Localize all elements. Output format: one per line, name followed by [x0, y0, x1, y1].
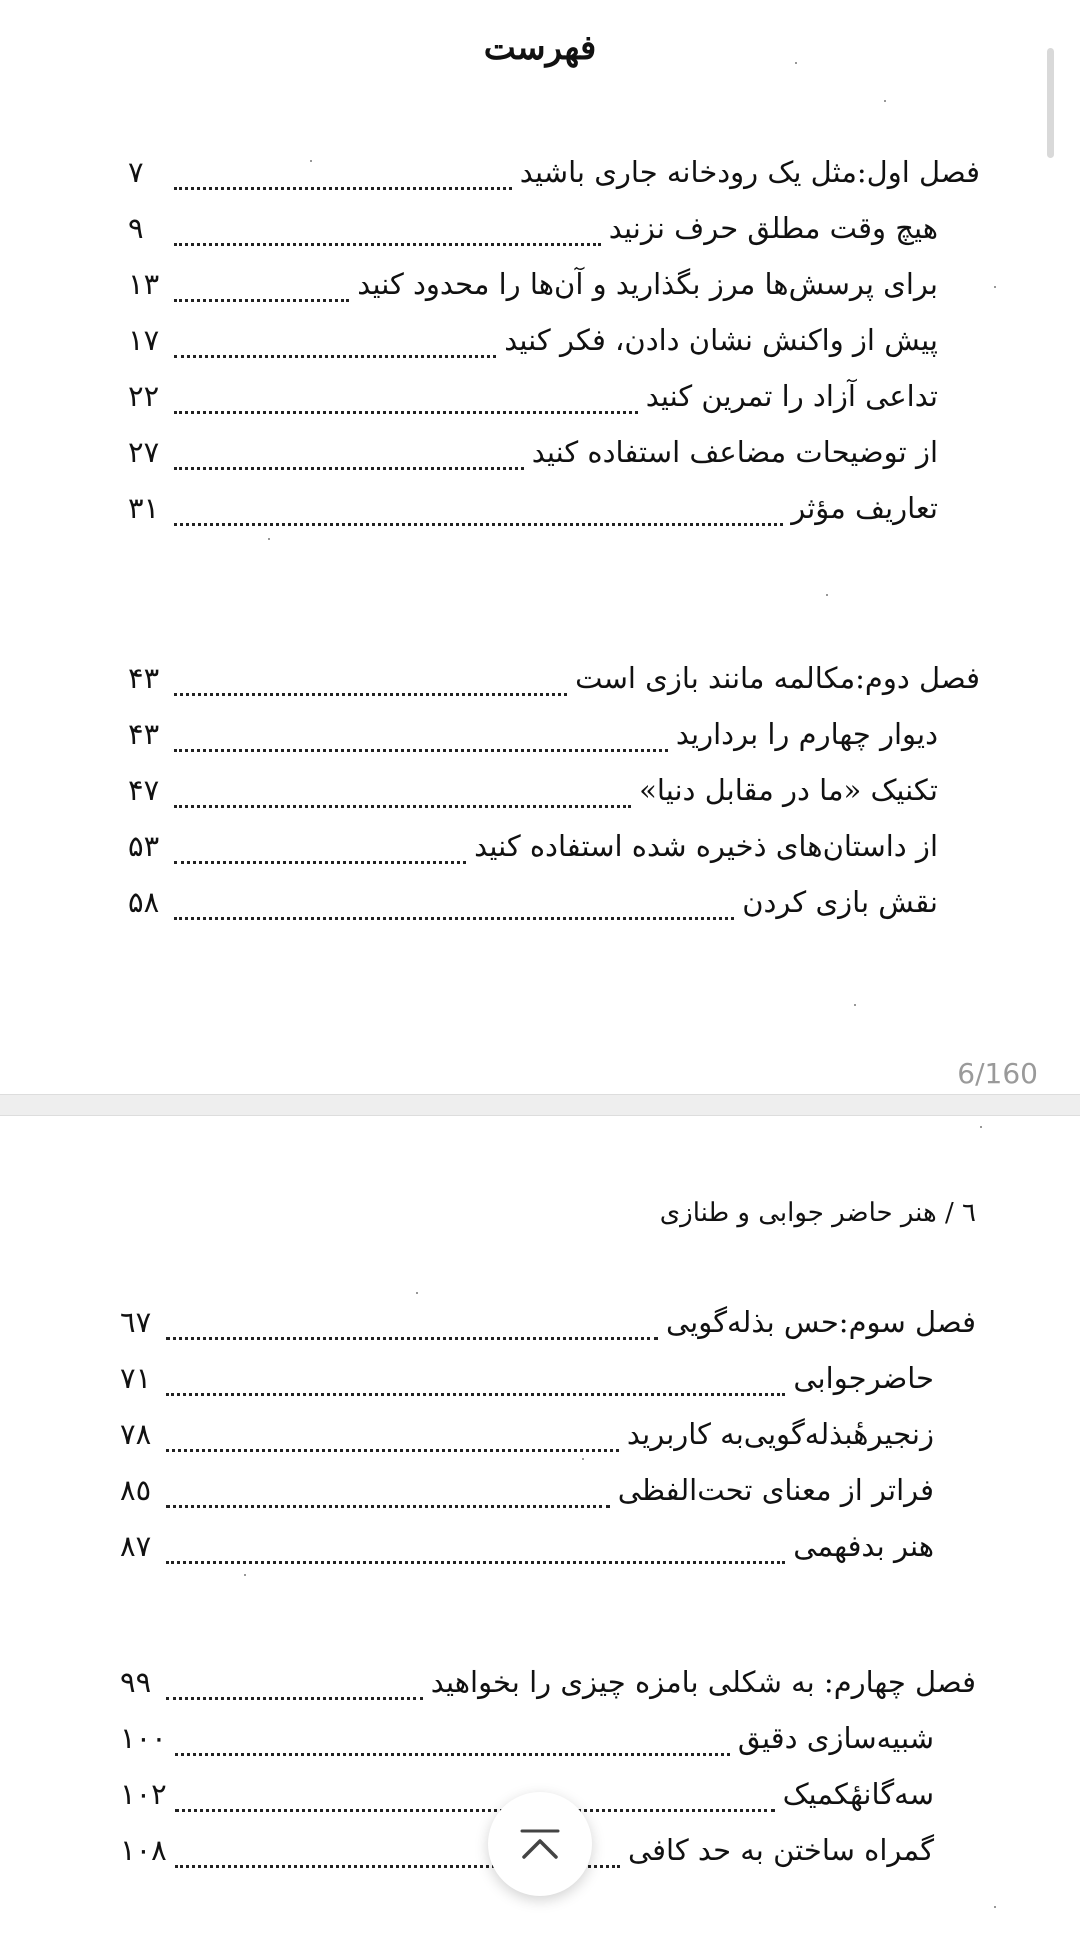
page-separator [0, 1094, 1080, 1116]
toc-entry-page: ۱۷ [128, 323, 160, 357]
toc-entry-title: هنر بدفهمی [793, 1529, 934, 1563]
dot-leader [166, 1685, 423, 1700]
scan-speck [994, 286, 996, 288]
chevron-up-bar-icon [518, 1827, 562, 1861]
toc-entry-page: ٩٩ [120, 1665, 152, 1699]
toc-entry-page: ۴۳ [128, 717, 160, 751]
dot-leader [174, 737, 668, 752]
toc-entry [128, 256, 938, 312]
toc-entry-title: زنجیرهٔبذله‌گویی‌به کاربرید [626, 1417, 934, 1451]
toc-entry-page: ١٠٨ [120, 1833, 167, 1867]
toc-chapter-heading [120, 1654, 976, 1710]
toc-chapter-3 [120, 1294, 976, 1574]
toc-entry [128, 312, 938, 368]
dot-leader [174, 175, 512, 190]
toc-entry-page: ۲۷ [128, 435, 160, 469]
toc-entry [128, 706, 938, 762]
toc-entry-page: ۹ [128, 211, 144, 245]
scroll-to-top-button[interactable] [488, 1792, 592, 1896]
toc-entry-page: ١٠٢ [120, 1777, 167, 1811]
toc-entry-title: فصل سوم:حس بذله‌گویی [665, 1305, 976, 1339]
toc-entry-page: ۲۲ [128, 379, 160, 413]
dot-leader [174, 849, 466, 864]
toc-entry [120, 1518, 934, 1574]
toc-chapter-heading [120, 1294, 976, 1350]
toc-entry-title: نقش بازی کردن [742, 885, 938, 919]
dot-leader [175, 1741, 730, 1756]
toc-entry [120, 1710, 934, 1766]
toc-chapter-heading [128, 144, 980, 200]
dot-leader [174, 511, 783, 526]
toc-entry-page: ۷ [128, 155, 144, 189]
toc-entry-page: ۴۳ [128, 661, 160, 695]
toc-entry [128, 818, 938, 874]
dot-leader [174, 343, 496, 358]
scan-speck [244, 1574, 246, 1576]
dot-leader [174, 793, 631, 808]
toc-entry-page: ۳۱ [128, 491, 160, 525]
toc-entry-title: تکنیک «ما در مقابل دنیا» [639, 773, 938, 807]
toc-entry-title: حاضرجوابی [793, 1361, 934, 1395]
dot-leader [166, 1381, 785, 1396]
toc-entry-title: پیش از واکنش نشان دادن، فکر کنید [504, 323, 938, 357]
scan-speck [854, 1004, 856, 1006]
scan-speck [416, 1292, 418, 1294]
dot-leader [174, 455, 524, 470]
toc-entry-title: سه‌گانهٔکمیک [782, 1777, 934, 1811]
dot-leader [166, 1437, 619, 1452]
toc-entry-title: از توضیحات مضاعف استفاده کنید [531, 435, 938, 469]
scan-speck [310, 160, 312, 162]
toc-entry [128, 874, 938, 930]
dot-leader [174, 399, 638, 414]
dot-leader [174, 287, 349, 302]
toc-entry-page: ۴۷ [128, 773, 160, 807]
toc-entry-page: ١٠٠ [120, 1721, 167, 1755]
toc-entry-title: فصل چهارم: به شکلی بامزه چیزی را بخواهید [430, 1665, 976, 1699]
toc-entry-page: ۵۸ [128, 885, 160, 919]
toc-entry-title: هیچ وقت مطلق حرف نزنید [608, 211, 938, 245]
dot-leader [174, 681, 567, 696]
toc-entry-title: فصل دوم:مکالمه مانند بازی است [575, 661, 980, 695]
toc-entry-title: فصل اول:مثل یک رودخانه جاری باشید [519, 155, 980, 189]
toc-entry-page: ٦٧ [120, 1305, 152, 1339]
dot-leader [175, 1797, 775, 1812]
toc-chapter-1 [128, 144, 980, 536]
toc-entry-title: گمراه ساختن به حد کافی [627, 1833, 934, 1867]
toc-entry-title: فراتر از معنای تحت‌الفظی [617, 1473, 934, 1507]
scan-speck [994, 1906, 996, 1908]
scan-speck [268, 538, 270, 540]
toc-entry [120, 1462, 934, 1518]
toc-entry-page: ٨٧ [120, 1529, 152, 1563]
toc-entry-page: ٧٨ [120, 1417, 152, 1451]
toc-entry [128, 762, 938, 818]
toc-entry-title: دیوار چهارم را بردارید [675, 717, 938, 751]
scan-speck [795, 62, 797, 64]
dot-leader [174, 905, 734, 920]
dot-leader [166, 1325, 658, 1340]
dot-leader [174, 231, 601, 246]
toc-title: فهرست [483, 28, 597, 68]
toc-entry [120, 1350, 934, 1406]
dot-leader [166, 1549, 785, 1564]
scan-speck [980, 1126, 982, 1128]
toc-entry-page: ٨٥ [120, 1473, 152, 1507]
toc-chapter-2 [128, 650, 980, 930]
page-counter: 6/160 [957, 1057, 1038, 1090]
toc-entry [128, 480, 938, 536]
dot-leader [166, 1493, 610, 1508]
toc-entry-page: ۱۳ [128, 267, 160, 301]
scan-speck [884, 100, 886, 102]
toc-entry-title: تعاریف مؤثر [791, 491, 938, 525]
toc-entry-page: ٧١ [120, 1361, 152, 1395]
toc-entry-title: تداعی آزاد را تمرین کنید [645, 379, 938, 413]
toc-entry-page: ۵۳ [128, 829, 160, 863]
toc-entry [128, 368, 938, 424]
scan-speck [826, 594, 828, 596]
toc-entry-title: از داستان‌های ذخیره شده استفاده کنید [474, 829, 938, 863]
toc-entry [128, 200, 938, 256]
toc-chapter-heading [128, 650, 980, 706]
running-header: ٦ / هنر حاضر جوابی و طنازی [659, 1198, 976, 1228]
toc-entry [128, 424, 938, 480]
toc-entry-title: شبیه‌سازی دقیق [737, 1721, 934, 1755]
toc-entry-title: برای پرسش‌ها مرز بگذارید و آن‌ها را محدود کنید [357, 267, 938, 301]
scan-speck [582, 1458, 584, 1460]
toc-entry [120, 1406, 934, 1462]
